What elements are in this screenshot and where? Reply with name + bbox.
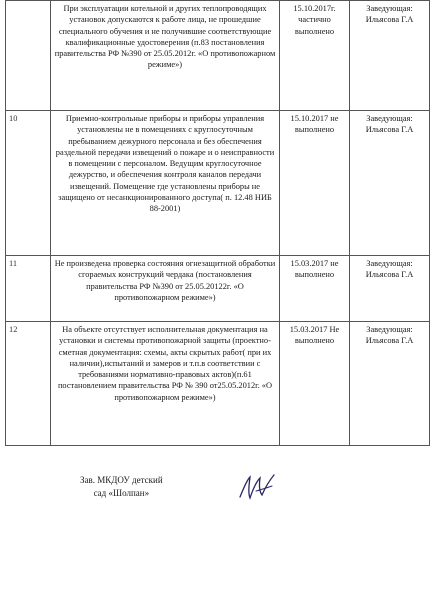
- row-number: 11: [6, 256, 51, 322]
- row-deadline: 15.10.2017 не выполнено: [280, 111, 350, 256]
- table-row: [6, 1, 430, 111]
- handwritten-signature-icon: [236, 471, 280, 505]
- table-row: [6, 111, 430, 256]
- row-responsible: Заведующая: Ильясова Г.А: [350, 256, 430, 322]
- row-description: Приемно-контрольные приборы и приборы управления установлены не в помещениях с круглосуточным пребыванием дежурного персонала и без обеспечения раздельной передачи извещений о пожаре и о неисправности в помещении с персоналом. Ведущим круглосуточное дежурство, и обеспечения контроля каналов передачи извещений. Помещение где установлены приборы не защищено от несанкционированного доступа( п. 12.48 НИБ 88-2001): [51, 111, 280, 256]
- row-deadline: 15.03.2017 Не выполнено: [280, 322, 350, 446]
- row-deadline: 15.03.2017 не выполнено: [280, 256, 350, 322]
- signatory-organization: сад «Шолпан»: [93, 488, 150, 498]
- row-responsible: Заведующая: Ильясова Г.А: [350, 322, 430, 446]
- row-number: 12: [6, 322, 51, 446]
- table-row: [6, 322, 430, 446]
- row-description: На объекте отсутствует исполнительная документация на установки и системы противопожарной защиты (проектно-сметная документация: схемы, акты скрытых работ( при их наличии),испытаний и замеров и т.п.в соответствии с требованиями нормативно-правовых актов)(п.61 постановлением правительства РФ № 390 от25.05.2012г. «О противопожарном режиме»): [51, 322, 280, 446]
- row-responsible: Заведующая: Ильясова Г.А: [350, 111, 430, 256]
- signatory-title: Зав. МКДОУ детский: [80, 475, 163, 485]
- row-number: 10: [6, 111, 51, 256]
- row-deadline: 15.10.2017г. частично выполнено: [280, 1, 350, 111]
- row-description: Не произведена проверка состояния огнезащитной обработки сгораемых конструкций чердака (постановления правительства РФ №390 от 25.05.20122г. «О противопожарном режиме»): [51, 256, 280, 322]
- inspection-table: [5, 0, 430, 446]
- row-number: [6, 1, 51, 111]
- row-description: При эксплуатации котельной и других теплопроводящих установок допускаются к работе лица, не прошедшие специального обучения и не получившие соответствующие квалификационные удостоверения (п.83 постановления правительства РФ №390 от 25.05.2012г. «О противопожарном режиме»): [51, 1, 280, 111]
- table-row: [6, 256, 430, 322]
- row-responsible: Заведующая: Ильясова Г.А: [350, 1, 430, 111]
- signature-block: [80, 474, 163, 500]
